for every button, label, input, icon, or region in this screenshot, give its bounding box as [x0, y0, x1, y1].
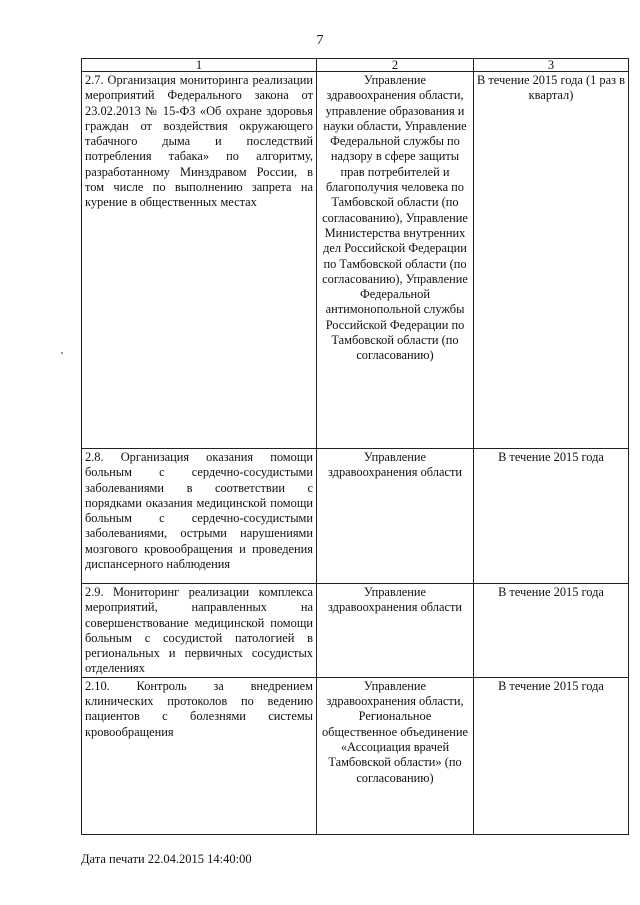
table-row [82, 584, 629, 678]
row-term: В течение 2015 года [474, 449, 629, 584]
row-executors: Управление здравоохранения области [317, 584, 474, 678]
header-col-2: 2 [317, 59, 474, 72]
print-date: Дата печати 22.04.2015 14:40:00 [81, 852, 252, 866]
header-col-3: 3 [474, 59, 629, 72]
row-term: В течение 2015 года [474, 584, 629, 678]
row-executors: Управление здравоохранения области, управление образования и науки области, Управление Федеральной службы по надзору в сфере защиты прав потребителей и благополучия человека по Тамбовской области (по согласованию), Управление Министерства внутренних дел Российской Федерации по Тамбовской области (по согласованию), Управление Федеральной антимонопольной службы Российской Федерации по Тамбовской области (по согласованию) [317, 72, 474, 449]
row-term: В течение 2015 года [474, 677, 629, 834]
table-header-row [82, 59, 629, 72]
page-number: 7 [316, 33, 324, 48]
row-executors: Управление здравоохранения области [317, 449, 474, 584]
scan-speck [61, 352, 63, 354]
row-item-text: 2.8. Организация оказания помощи больным с сердечно-сосудистыми заболеваниями в соответствии с порядками оказания медицинской помощи больным с сердечно-сосудистыми заболеваниями, острыми нарушениями мозгового кровообращения и проведения диспансерного наблюдения [82, 449, 317, 584]
row-item-text: 2.10. Контроль за внедрением клинических протоколов по ведению пациентов с болезнями системы кровообращения [82, 677, 317, 834]
table-row [82, 449, 629, 584]
row-item-text: 2.7. Организация мониторинга реализации мероприятий Федерального закона от 23.02.2013 № 15-ФЗ «Об охране здоровья граждан от воздействия окружающего табачного дыма и последствий потребления табака» по алгоритму, разработанному Минздравом России, в том числе по выполнению запрета на курение в общественных местах [82, 72, 317, 449]
table-row [82, 72, 629, 449]
header-col-1: 1 [82, 59, 317, 72]
row-executors: Управление здравоохранения области, Региональное общественное объединение «Ассоциация врачей Тамбовской области» (по согласованию) [317, 677, 474, 834]
row-item-text: 2.9. Мониторинг реализации комплекса мероприятий, направленных на совершенствование медицинской помощи больным с сосудистой патологией в региональных и первичных сосудистых отделениях [82, 584, 317, 678]
table-row [82, 677, 629, 834]
row-term: В течение 2015 года (1 раз в квартал) [474, 72, 629, 449]
measures-table [81, 58, 629, 835]
